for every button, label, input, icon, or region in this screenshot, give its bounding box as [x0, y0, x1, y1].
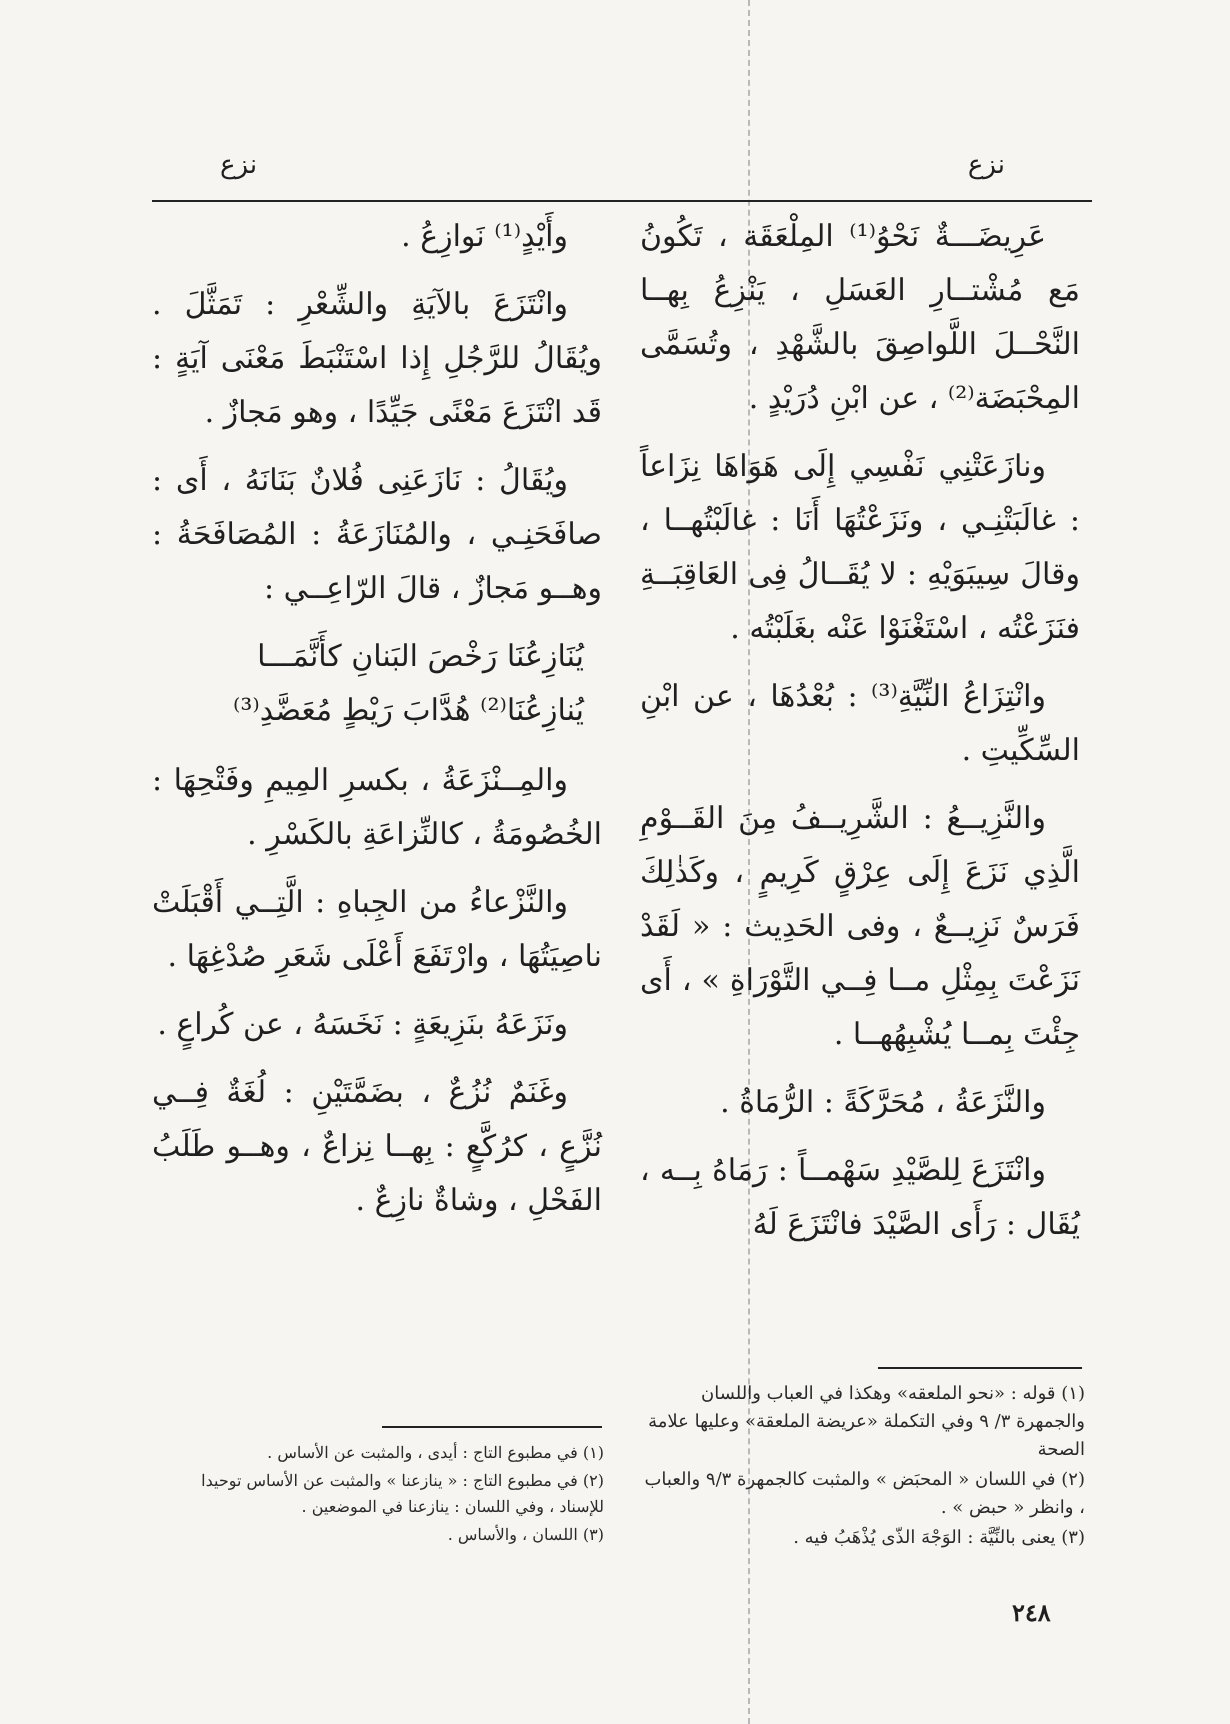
- footnote: (١) قوله : «نحو الملعقه» وهكذا في العباب واللسان والجمهرة ٣/ ٩ وفي التكملة «عريضة الملعقة» وعليها علامة الصحة: [648, 1383, 1085, 1460]
- footnotes-left: [152, 1440, 604, 1550]
- verse-hemistich-first: يُنَازِعُنَا رَخْصَ البَنانِ كأَنَّمَـــا: [257, 639, 584, 674]
- right-column: [640, 210, 1080, 1266]
- paragraph: وانْتَزَعَ بالآيَةِ والشِّعْرِ : تَمَثَّلَ . ويُقَالُ للرَّجُلِ إِذا اسْتَنْبَطَ مَعْنَى آيَةٍ : قَد انْتَزَعَ مَعْنًى جَيِّدًا ، وهو مَجازٌ .: [152, 287, 602, 430]
- header-rule: [152, 200, 1092, 202]
- paragraph: ويُقَالُ : نَازَعَنِى فُلانٌ بَنَانَهُ ، أَى : صافَحَنِـي ، والمُنَازَعَةُ : المُصَافَحَةُ : وهــو مَجازٌ ، قالَ الرّاعِــي :: [152, 463, 602, 606]
- running-header-left: نزع: [220, 150, 258, 180]
- verse-hemistich-second: يُنازِعُنَا⁽²⁾ هُدَّابَ رَيْطٍ مُعَضَّدِ⁽³⁾: [232, 693, 584, 728]
- paragraph: والنَّزَعَةُ ، مُحَرَّكَةً : الرُّمَاةُ .: [720, 1085, 1046, 1120]
- footnote: (٣) اللسان ، والأساس .: [447, 1525, 604, 1544]
- paragraph: وأَيْدٍ⁽¹⁾ نَوازِعُ .: [401, 219, 568, 254]
- paragraph: ونَزَعَهُ بنَزِيعَةٍ : نَخَسَهُ ، عن كُراعٍ .: [157, 1007, 568, 1042]
- footnote-rule-left: [382, 1426, 602, 1428]
- paragraph: ونازَعَتْنِي نَفْسِي إِلَى هَوَاهَا نِزَاعاً : غالَبَتْنِـي ، ونَزَعْتُهَا أَنَا : غالَبْتُهــا ، وقالَ سِيبَوَيْهِ : لا يُقَــالُ فِى العَاقِبَــةِ فنَزَعْتُه ، اسْتَغْنَوْا عَنْه بغَلَبْتُه .: [640, 449, 1080, 646]
- paragraph: وغَنَمٌ نُزُعٌ ، بضَمَّتَيْنِ : لُغَةٌ فِــي نُزَّعٍ ، كرُكَّعٍ : بِهــا نِزاعٌ ، وهــو طَلَبُ الفَحْلِ ، وشاةٌ نازِعٌ .: [152, 1075, 602, 1218]
- footnote: (٢) في مطبوع التاج : « ينازعنا » والمثبت عن الأساس توحيدا للإسناد ، وفي اللسان : ينازعنا في الموضعين .: [201, 1471, 604, 1516]
- poetry-verse: [152, 630, 602, 738]
- paragraph: وانْتِزَاعُ النِّيَّةِ⁽³⁾ : بُعْدُهَا ، عن ابْنِ السِّكِّيتِ .: [640, 679, 1080, 768]
- footnote: (١) في مطبوع التاج : أيدى ، والمثبت عن الأساس .: [267, 1443, 604, 1462]
- footnote: (٢) في اللسان « المحبَض » والمثبت كالجمهرة ٩/٣ والعباب ، وانظر « حبض » .: [644, 1469, 1085, 1518]
- paragraph: والنَّزِيــعُ : الشَّرِيــفُ مِنَ القَــوْمِ الَّذِي نَزَعَ إِلَى عِرْقٍ كَرِيمٍ ، وكَذٰلِكَ فَرَسٌ نَزِيــعٌ ، وفى الحَدِيث : « لَقَدْ نَزَعْتَ بِمِثْلِ مــا فِــي التَّوْرَاةِ » ، أَى جِئْتَ بِمــا يُشْبِهُهــا .: [640, 801, 1080, 1052]
- paragraph: والنَّزْعاءُ من الجِباهِ : الَّتِــي أَقْبَلَتْ ناصِيَتُهَا ، وارْتَفَعَ أَعْلَى شَعَرِ صُدْغِهَا .: [152, 885, 602, 974]
- left-column: [152, 210, 602, 1242]
- paragraph: والمِــنْزَعَةُ ، بكسرِ المِيمِ وفَتْحِهَا : الخُصُومَةُ ، كالنِّزاعَةِ بالكَسْرِ .: [152, 763, 602, 852]
- running-header-right: نزع: [967, 150, 1005, 180]
- footnote: (٣) يعنى بالنِّيَّة : الوَجْهَ الذّى يُذْهَبُ فيه .: [793, 1527, 1085, 1548]
- footnote-rule-right: [878, 1367, 1082, 1369]
- page-number: ٢٤٨: [1012, 1598, 1051, 1627]
- footnotes-right: [640, 1380, 1085, 1554]
- paragraph: وانْتَزَعَ لِلصَّيْدِ سَهْمــاً : رَمَاهُ بِــه ، يُقَال : رَأَى الصَّيْدَ فانْتَزَعَ لَهُ: [640, 1153, 1080, 1242]
- paragraph: عَرِيضَـــةٌ نَحْوُ⁽¹⁾ المِلْعَقَة ، تَكُونُ مَع مُشْتــارِ العَسَلِ ، يَنْزِعُ بِهــا النَّحْــلَ اللَّواصِقَ بالشَّهْدِ ، وتُسَمَّى المِحْبَضَة⁽²⁾ ، عن ابْنِ دُرَيْدٍ .: [640, 219, 1080, 416]
